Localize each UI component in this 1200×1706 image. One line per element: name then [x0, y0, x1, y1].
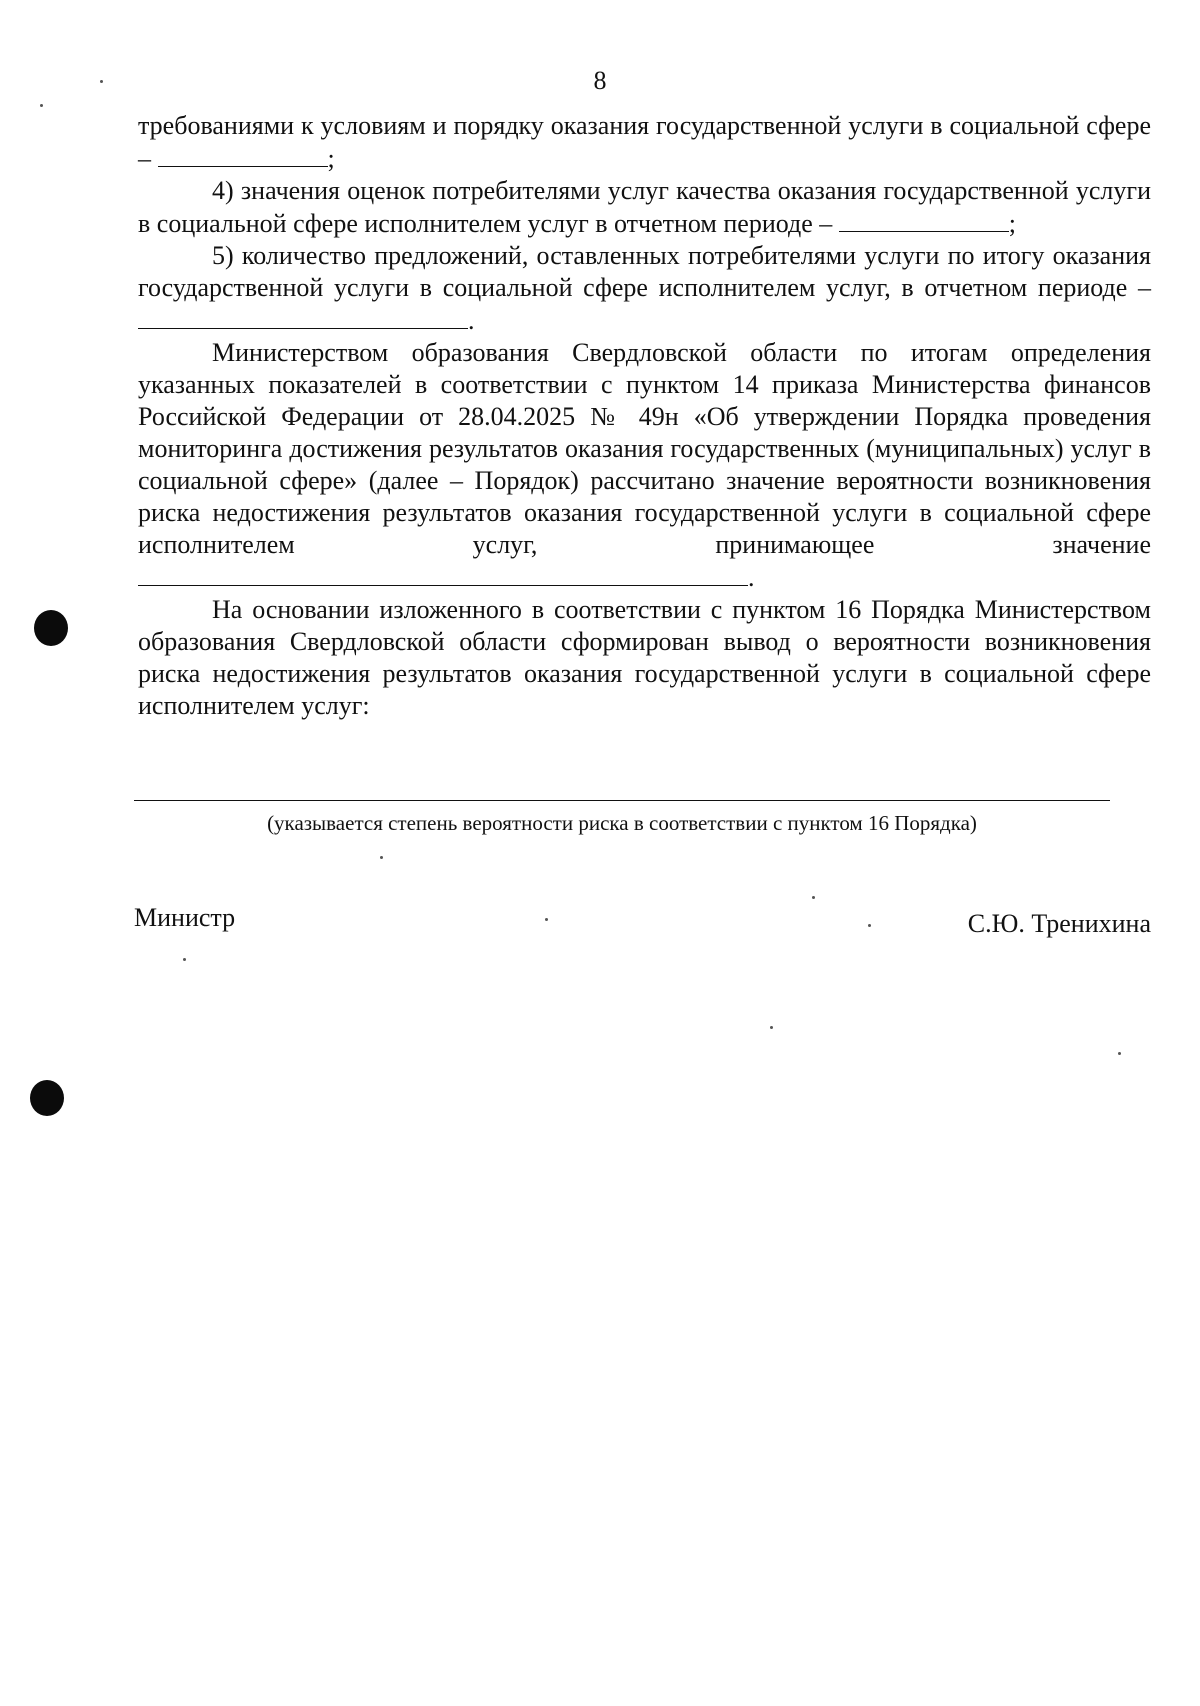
- punch-hole: [34, 610, 68, 646]
- paragraph-text: 4) значения оценок потребителями услуг качества оказания государственной услуги в социальной сфере исполнителем услуг в отчетном периоде –: [138, 176, 1151, 238]
- punch-hole: [30, 1080, 64, 1116]
- conclusion-caption: (указывается степень вероятности риска в соответствии с пунктом 16 Порядка): [267, 811, 977, 835]
- signature-name: С.Ю. Тренихина: [967, 909, 1151, 938]
- paragraph-risk-value: [138, 337, 1151, 594]
- paragraph-end: ;: [1008, 209, 1017, 238]
- conclusion-blank-line: [134, 800, 1110, 801]
- paragraph-text: требованиями к условиям и порядку оказания государственной услуги в социальной сфере –: [138, 111, 1151, 173]
- paragraph-item-5: [138, 240, 1151, 337]
- blank-line: [138, 304, 468, 329]
- paragraph-text: На основании изложенного в соответствии с пунктом 16 Порядка Министерством образования Свердловской области сформирован вывод о вероятности возникновения риска недостижения результатов оказания государственной услуги в социальной сфере исполнителем услуг:: [138, 595, 1151, 720]
- blank-line: [158, 142, 328, 167]
- scan-speck: [40, 104, 43, 107]
- paragraph-requirements: [138, 110, 1151, 175]
- paragraph-end: ;: [327, 144, 335, 173]
- document-body: [138, 110, 1151, 722]
- paragraph-text: Министерством образования Свердловской области по итогам определения указанных показателей в соответствии с пунктом 14 приказа Министерства финансов Российской Федерации от 28.04.2025 № 49н «Об утверждении Порядка проведения мониторинга достижения результатов оказания государственных (муниципальных) услуг в социальной сфере» (далее – Порядок) рассчитано значение вероятности возникновения риска недостижения результатов оказания государственной услуги в социальной сфере исполнителем услуг, принимающее значение: [138, 338, 1151, 559]
- scan-speck: [1118, 1052, 1121, 1055]
- paragraph-end: .: [748, 563, 755, 592]
- scan-speck: [100, 80, 103, 83]
- paragraph-conclusion: [138, 594, 1151, 722]
- scan-speck: [812, 896, 815, 899]
- paragraph-item-4: [138, 175, 1151, 240]
- blank-line: [138, 561, 748, 586]
- paragraph-text: 5) количество предложений, оставленных потребителями услуги по итогу оказания государственной услуги в социальной сфере исполнителем услуг, в отчетном периоде –: [138, 241, 1151, 302]
- scan-speck: [770, 1026, 773, 1029]
- blank-line: [839, 207, 1009, 232]
- page-number: 8: [593, 66, 607, 95]
- scan-speck: [380, 856, 383, 859]
- scan-speck: [868, 924, 871, 927]
- scan-speck: [545, 918, 548, 921]
- paragraph-end: .: [468, 306, 475, 335]
- scan-speck: [183, 958, 186, 961]
- signature-title: Министр: [134, 903, 236, 932]
